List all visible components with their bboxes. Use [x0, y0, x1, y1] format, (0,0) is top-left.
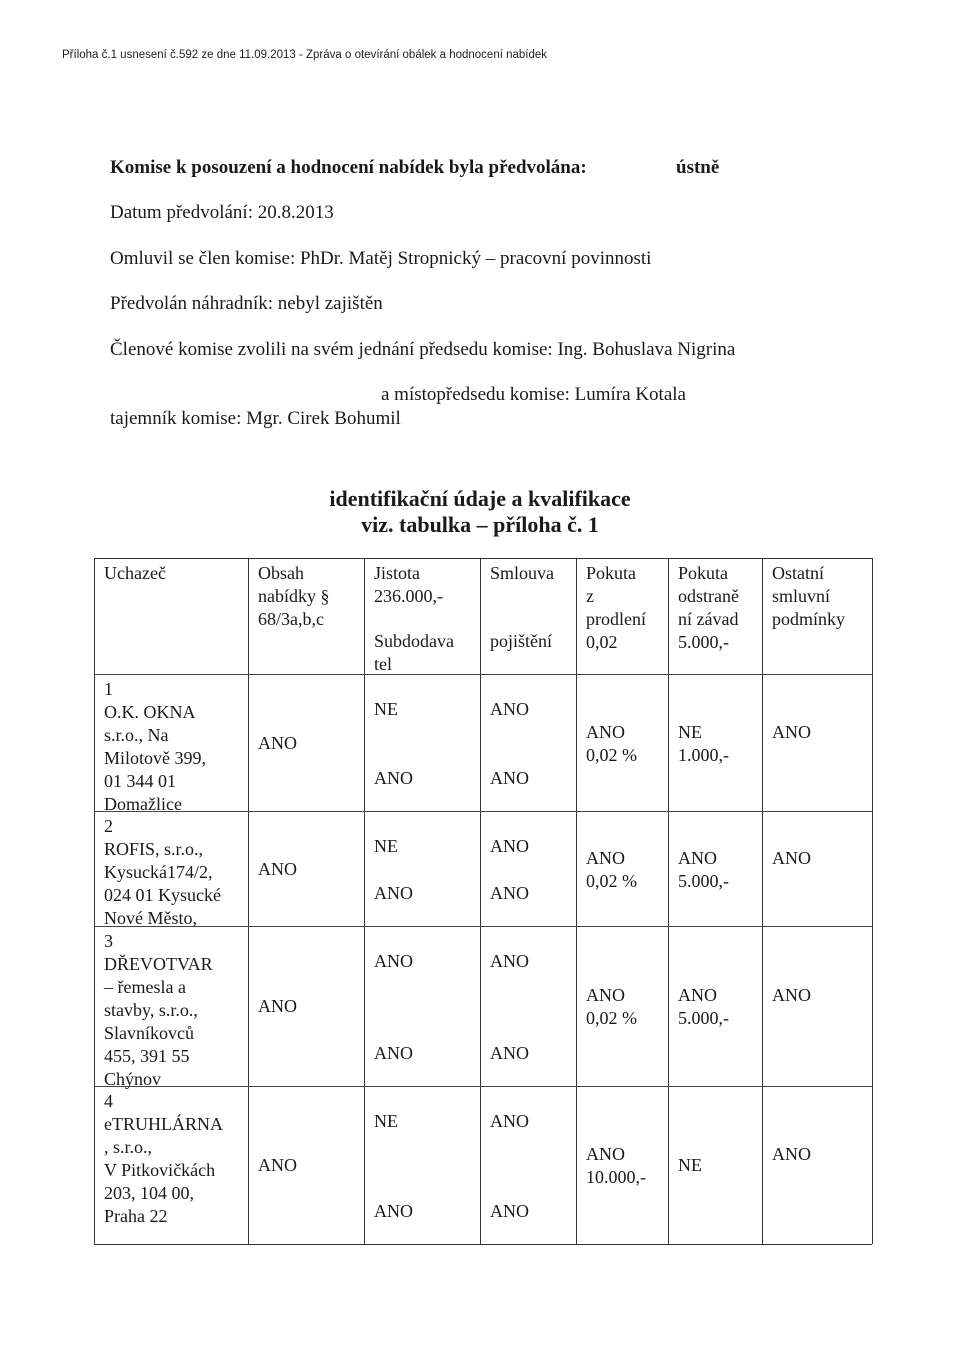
table-col-line: [94, 558, 95, 1244]
row-subcontractor: ANO: [374, 883, 413, 903]
header-delay-penalty: prodlení: [586, 609, 646, 629]
row-applicant-line: Kysucká174/2,: [104, 862, 213, 882]
header-guarantee: Jistota: [374, 563, 421, 583]
row-applicant-line: , s.r.o.,: [104, 1137, 153, 1157]
row-applicant-line: Domažlice: [104, 794, 182, 814]
row-applicant-line: Nové Město,: [104, 908, 197, 928]
committee-vice-chair: a místopředsedu komise: Lumíra Kotala: [381, 384, 686, 405]
committee-value: ústně: [676, 157, 720, 178]
committee-label: Komise k posouzení a hodnocení nabídek byla předvolána:: [110, 157, 587, 178]
row-applicant-line: 1: [104, 679, 113, 699]
header-defect-penalty: 5.000,-: [678, 632, 729, 652]
row-other-terms: ANO: [772, 847, 811, 868]
header-other-terms: podmínky: [772, 609, 846, 629]
header-subcontractor: tel: [374, 654, 392, 674]
header-applicant: Uchazeč: [104, 563, 166, 583]
row-applicant-line: Slavníkovců: [104, 1023, 194, 1043]
row-applicant-line: s.r.o., Na: [104, 725, 169, 745]
row-delay-penalty: ANO: [586, 1144, 625, 1164]
row-guarantee: NE: [374, 836, 398, 856]
header-defect-penalty: ní závad: [678, 609, 739, 629]
section-title: identifikační údaje a kvalifikace: [329, 486, 631, 511]
header-insurance: pojištění: [490, 631, 552, 651]
row-offer-content: ANO: [258, 996, 297, 1016]
row-applicant-line: 4: [104, 1091, 113, 1111]
row-guarantee: NE: [374, 699, 398, 719]
row-delay-penalty: 0,02 %: [586, 744, 637, 765]
header-subcontractor: Subdodava: [374, 631, 454, 651]
table-row-line: [94, 811, 872, 812]
row-other-terms: ANO: [772, 721, 811, 742]
row-defect-penalty: 5.000,-: [678, 1008, 729, 1028]
row-applicant-line: ROFIS, s.r.o.,: [104, 839, 204, 859]
table-row-line: [94, 1086, 872, 1087]
row-applicant-line: V Pitkovičkách: [104, 1160, 216, 1180]
row-insurance: ANO: [490, 768, 529, 788]
header-offer-content: 68/3a,b,c: [258, 609, 324, 629]
section-subtitle: viz. tabulka – příloha č. 1: [361, 512, 599, 537]
row-applicant-line: Praha 22: [104, 1206, 168, 1226]
row-contract: ANO: [490, 1111, 529, 1131]
header-guarantee: 236.000,-: [374, 586, 443, 606]
substitute-member: Předvolán náhradník: nebyl zajištěn: [110, 293, 383, 314]
table-col-line: [872, 558, 873, 1244]
excused-member: Omluvil se člen komise: PhDr. Matěj Stropnický – pracovní povinnosti: [110, 248, 652, 269]
row-applicant-line: 455, 391 55: [104, 1046, 190, 1066]
row-guarantee: NE: [374, 1111, 398, 1131]
table-col-line: [576, 558, 577, 1244]
row-offer-content: ANO: [258, 732, 297, 753]
row-applicant-line: 203, 104 00,: [104, 1183, 194, 1203]
row-applicant-line: Chýnov: [104, 1069, 162, 1089]
table-row-line: [94, 926, 872, 927]
row-offer-content: ANO: [258, 1155, 297, 1175]
row-delay-penalty: ANO: [586, 985, 625, 1005]
table-col-line: [480, 558, 481, 1244]
row-subcontractor: ANO: [374, 1043, 413, 1063]
table-col-line: [248, 558, 249, 1244]
row-applicant-line: 2: [104, 816, 113, 836]
row-insurance: ANO: [490, 1043, 529, 1063]
row-defect-penalty: 5.000,-: [678, 870, 729, 891]
table-col-line: [762, 558, 763, 1244]
summons-date: Datum předvolání: 20.8.2013: [110, 202, 334, 223]
header-defect-penalty: Pokuta: [678, 563, 729, 583]
row-delay-penalty: 0,02 %: [586, 870, 637, 891]
row-contract: ANO: [490, 951, 529, 971]
page-header-note: Příloha č.1 usnesení č.592 ze dne 11.09.2013 - Zpráva o otevírání obálek a hodnocení nabídek: [62, 49, 548, 61]
header-delay-penalty: 0,02: [586, 632, 618, 652]
row-delay-penalty: ANO: [586, 721, 625, 742]
header-other-terms: Ostatní: [772, 563, 824, 583]
committee-chair: Členové komise zvolili na svém jednání předsedu komise: Ing. Bohuslava Nigrina: [110, 339, 736, 360]
row-delay-penalty: 0,02 %: [586, 1008, 637, 1028]
row-delay-penalty: ANO: [586, 847, 625, 868]
row-contract: ANO: [490, 836, 529, 856]
row-subcontractor: ANO: [374, 1201, 413, 1221]
row-guarantee: ANO: [374, 951, 413, 971]
table-row-line: [94, 674, 872, 675]
row-applicant-line: – řemesla a: [104, 977, 186, 997]
row-defect-penalty: 1.000,-: [678, 744, 729, 765]
row-other-terms: ANO: [772, 1144, 811, 1164]
row-contract: ANO: [490, 699, 529, 719]
row-applicant-line: eTRUHLÁRNA: [104, 1114, 223, 1134]
row-subcontractor: ANO: [374, 768, 413, 788]
row-offer-content: ANO: [258, 858, 297, 879]
row-defect-penalty: NE: [678, 1155, 702, 1175]
row-insurance: ANO: [490, 883, 529, 903]
header-other-terms: smluvní: [772, 586, 831, 606]
row-other-terms: ANO: [772, 985, 811, 1005]
header-delay-penalty: Pokuta: [586, 563, 637, 583]
row-applicant-line: Milotově 399,: [104, 748, 206, 768]
header-contract: Smlouva: [490, 563, 555, 583]
row-defect-penalty: ANO: [678, 847, 717, 868]
row-applicant-line: 3: [104, 931, 113, 951]
table-row-line: [94, 558, 872, 559]
header-offer-content: nabídky §: [258, 586, 330, 606]
row-applicant-line: DŘEVOTVAR: [104, 954, 213, 974]
row-defect-penalty: ANO: [678, 985, 717, 1005]
table-col-line: [668, 558, 669, 1244]
table-col-line: [364, 558, 365, 1244]
header-offer-content: Obsah: [258, 563, 304, 583]
row-applicant-line: O.K. OKNA: [104, 702, 196, 722]
row-applicant-line: 01 344 01: [104, 771, 176, 791]
row-applicant-line: 024 01 Kysucké: [104, 885, 221, 905]
row-insurance: ANO: [490, 1201, 529, 1221]
header-defect-penalty: odstraně: [678, 586, 739, 606]
row-defect-penalty: NE: [678, 721, 702, 742]
committee-secretary: tajemník komise: Mgr. Cirek Bohumil: [110, 408, 401, 429]
header-delay-penalty: z: [586, 586, 594, 606]
row-applicant-line: stavby, s.r.o.,: [104, 1000, 198, 1020]
row-delay-penalty: 10.000,-: [586, 1167, 646, 1187]
table-row-line: [94, 1244, 872, 1245]
